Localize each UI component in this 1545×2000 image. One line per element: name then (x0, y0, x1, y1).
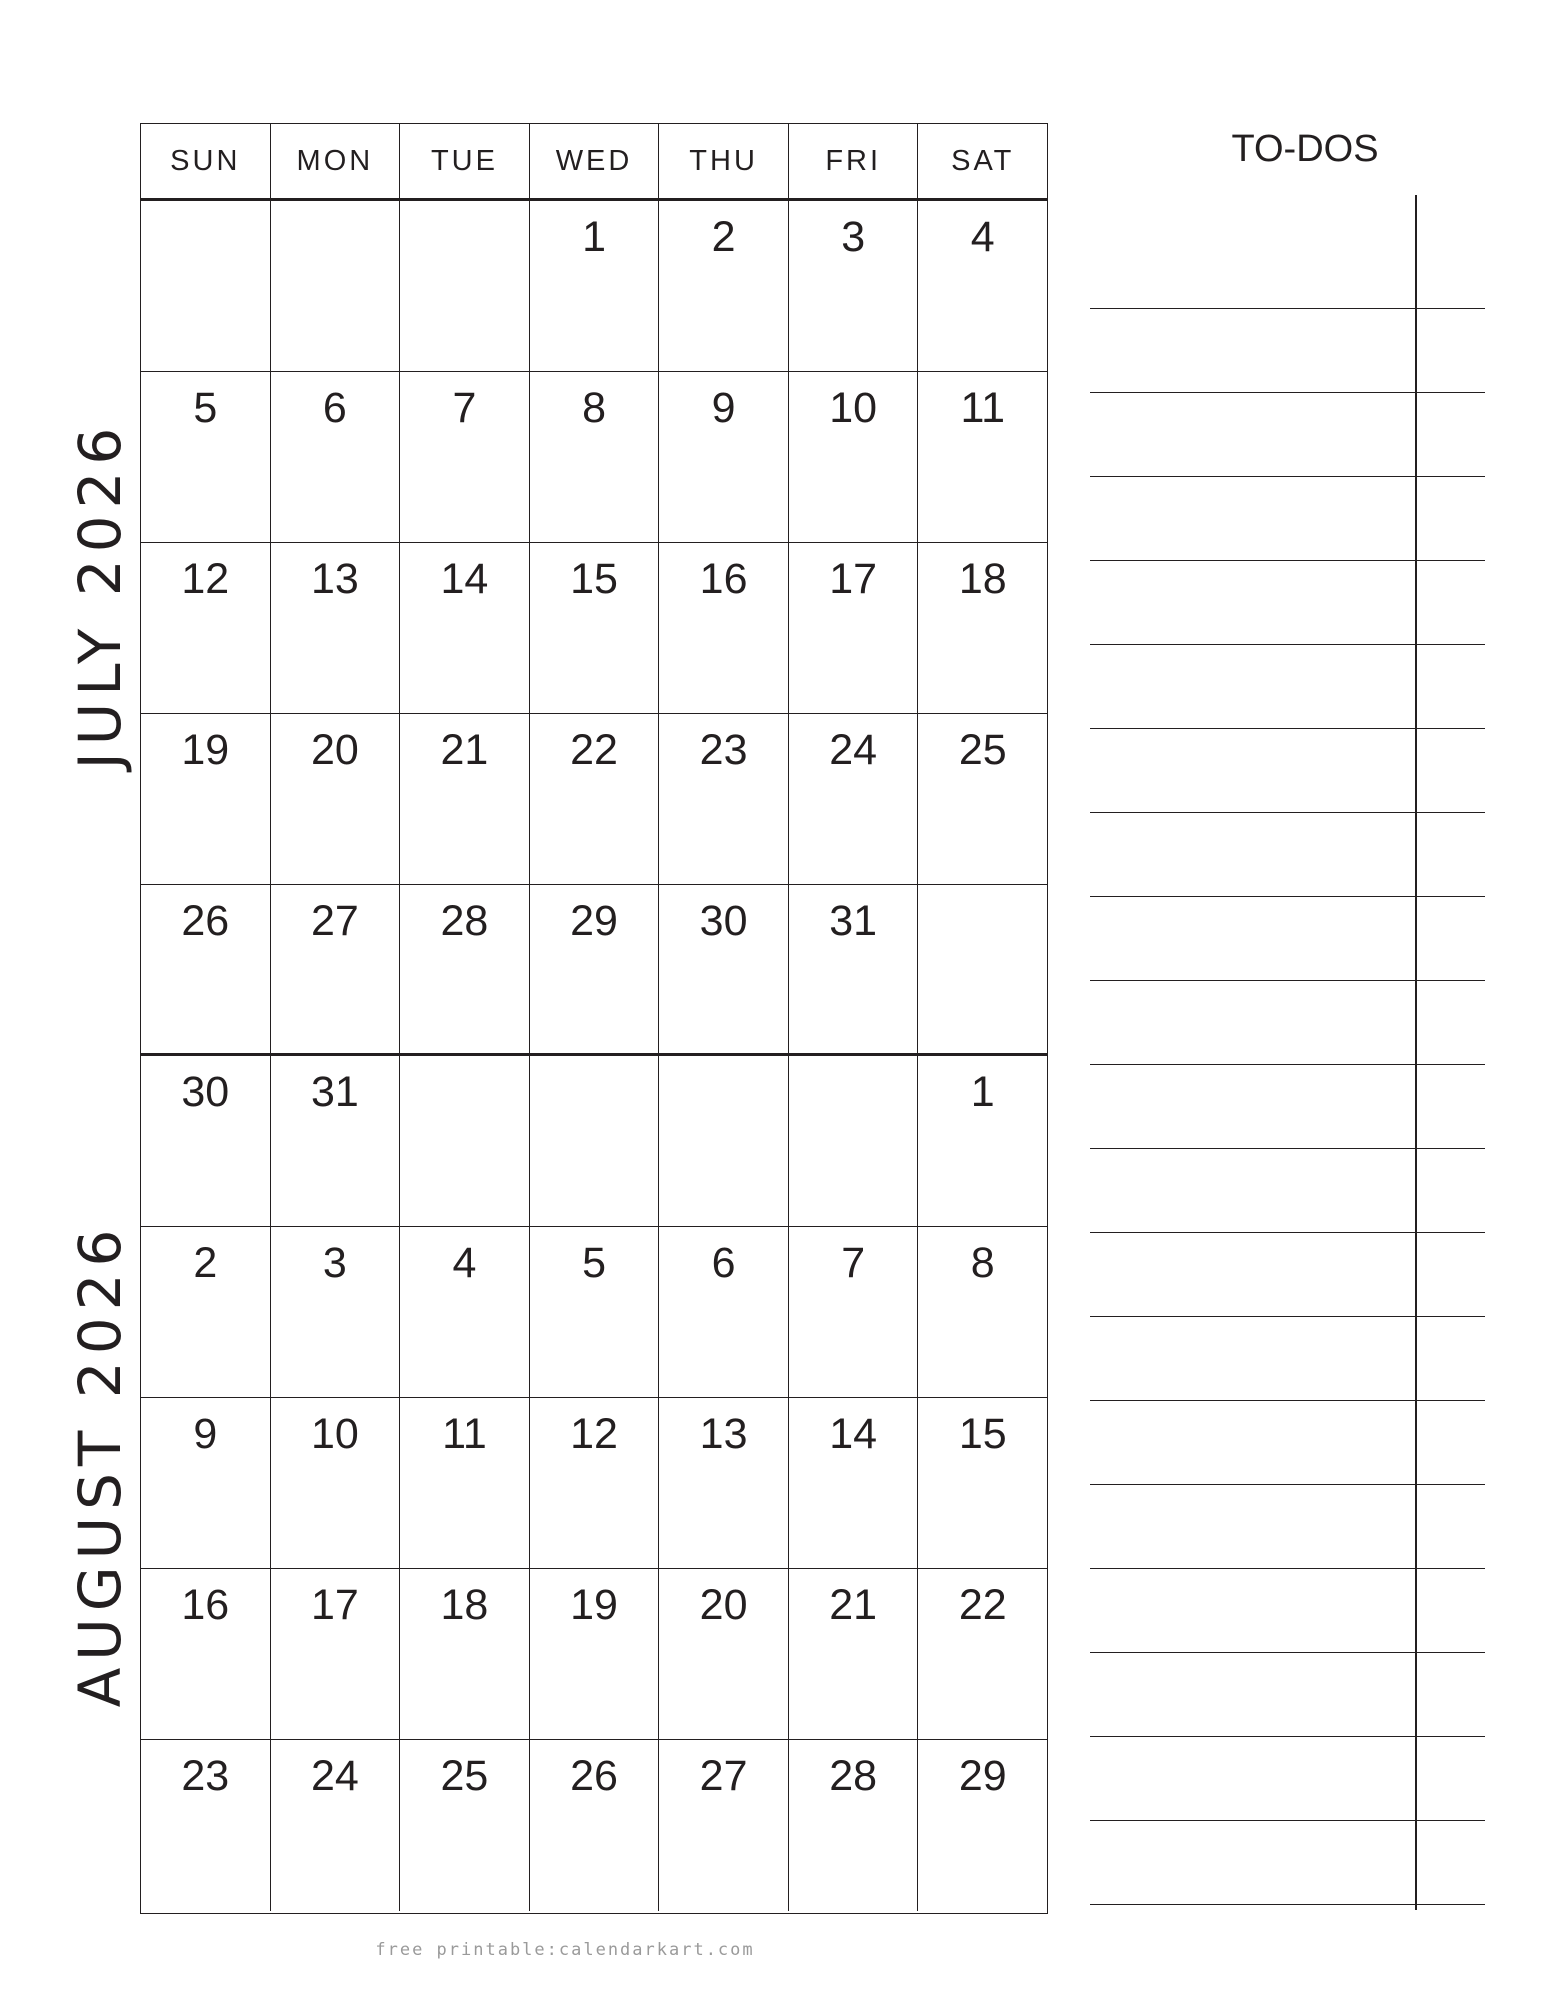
day-cell[interactable] (271, 885, 401, 1056)
week-row (141, 543, 1047, 714)
day-number: 30 (181, 1068, 230, 1116)
day-number: 25 (958, 726, 1007, 774)
week-row (141, 885, 1047, 1056)
day-cell[interactable] (659, 1740, 789, 1911)
day-cell[interactable] (400, 372, 530, 543)
day-cell[interactable] (400, 1227, 530, 1398)
day-cell[interactable] (918, 1227, 1047, 1398)
day-number: 16 (181, 1581, 230, 1629)
day-cell[interactable] (271, 372, 401, 543)
day-number: 29 (570, 897, 618, 945)
calendar-grid (140, 123, 1048, 1914)
todo-line[interactable] (1090, 812, 1485, 813)
day-cell[interactable] (271, 1569, 401, 1740)
todo-line[interactable] (1090, 1400, 1485, 1401)
day-cell[interactable] (141, 885, 271, 1056)
todo-check-column-divider (1415, 195, 1417, 1910)
day-number: 27 (310, 897, 359, 945)
day-cell[interactable] (659, 372, 789, 543)
day-cell[interactable] (141, 714, 271, 885)
week-row (141, 1227, 1047, 1398)
day-number: 12 (181, 555, 230, 603)
day-cell[interactable] (659, 543, 789, 714)
day-cell[interactable] (141, 372, 271, 543)
day-number: 26 (181, 897, 230, 945)
day-cell[interactable] (271, 1740, 401, 1911)
day-cell[interactable] (530, 201, 660, 372)
day-cell[interactable] (789, 1398, 919, 1569)
day-number: 9 (711, 384, 736, 432)
day-cell[interactable] (918, 885, 1047, 1056)
day-cell[interactable] (400, 714, 530, 885)
day-cell[interactable] (400, 543, 530, 714)
day-cell[interactable] (918, 372, 1047, 543)
day-number: 15 (570, 555, 618, 603)
day-number: 7 (452, 384, 477, 432)
todo-line[interactable] (1090, 980, 1485, 981)
day-cell[interactable] (659, 714, 789, 885)
day-number: 26 (570, 1752, 618, 1800)
day-number: 8 (970, 1239, 995, 1287)
day-cell[interactable] (530, 885, 660, 1056)
day-number: 11 (960, 384, 1006, 432)
day-cell[interactable] (789, 1740, 919, 1911)
todo-line[interactable] (1090, 1064, 1485, 1065)
day-number: 24 (310, 1752, 359, 1800)
day-number: 28 (440, 897, 489, 945)
day-cell[interactable] (918, 714, 1047, 885)
day-number: 20 (310, 726, 359, 774)
day-number: 28 (829, 1752, 878, 1800)
day-number: 3 (841, 213, 866, 261)
day-number: 19 (181, 726, 230, 774)
day-cell[interactable] (271, 1398, 401, 1569)
todo-line[interactable] (1090, 728, 1485, 729)
day-cell[interactable] (659, 1569, 789, 1740)
todo-line[interactable] (1090, 1148, 1485, 1149)
todo-line[interactable] (1090, 1568, 1485, 1569)
day-number: 17 (310, 1581, 359, 1629)
day-cell[interactable] (530, 543, 660, 714)
day-number: 23 (181, 1752, 230, 1800)
day-cell[interactable] (918, 201, 1047, 372)
todos-title: TO-DOS (1231, 128, 1379, 170)
todo-line[interactable] (1090, 1904, 1485, 1905)
day-number: 14 (829, 1410, 878, 1458)
todo-line[interactable] (1090, 1652, 1485, 1653)
day-number: 4 (452, 1239, 477, 1287)
day-number: 2 (193, 1239, 218, 1287)
todo-line[interactable] (1090, 392, 1485, 393)
day-number: 29 (958, 1752, 1007, 1800)
day-number: 1 (970, 1068, 995, 1116)
day-cell[interactable] (659, 1398, 789, 1569)
day-cell[interactable] (918, 1569, 1047, 1740)
day-number: 19 (570, 1581, 618, 1629)
day-number: 16 (699, 555, 748, 603)
day-cell[interactable] (271, 1056, 401, 1227)
day-number: 7 (841, 1239, 866, 1287)
day-number: 12 (570, 1410, 618, 1458)
week-row (141, 201, 1047, 372)
todo-line[interactable] (1090, 1736, 1485, 1737)
week-row (141, 1056, 1047, 1227)
day-number: 21 (440, 726, 489, 774)
day-number: 17 (829, 555, 878, 603)
day-number: 21 (829, 1581, 878, 1629)
todo-line[interactable] (1090, 308, 1485, 309)
weekday-thu: THU (659, 124, 789, 198)
todo-line[interactable] (1090, 476, 1485, 477)
day-number: 14 (440, 555, 489, 603)
day-number: 22 (570, 726, 618, 774)
day-cell[interactable] (789, 1569, 919, 1740)
day-cell[interactable] (789, 885, 919, 1056)
day-number: 30 (699, 897, 748, 945)
day-cell[interactable] (400, 1056, 530, 1227)
day-number: 1 (582, 213, 606, 261)
weekday-header (141, 124, 1047, 201)
weekday-fri: FRI (789, 124, 919, 198)
todo-line[interactable] (1090, 1316, 1485, 1317)
day-cell[interactable] (400, 885, 530, 1056)
day-cell[interactable] (271, 1227, 401, 1398)
day-cell[interactable] (141, 1398, 271, 1569)
week-row (141, 372, 1047, 543)
weekday-sat: SAT (951, 144, 1015, 177)
day-number: 25 (440, 1752, 489, 1800)
month-label-august: AUGUST 2026 (66, 1222, 134, 1708)
day-number: 10 (829, 384, 878, 432)
todo-line[interactable] (1090, 1820, 1485, 1821)
day-number: 20 (699, 1581, 748, 1629)
day-number: 8 (582, 384, 606, 432)
day-cell[interactable] (271, 543, 401, 714)
day-cell[interactable] (789, 714, 919, 885)
day-number: 11 (442, 1410, 487, 1458)
day-cell[interactable] (659, 885, 789, 1056)
day-number: 23 (699, 726, 748, 774)
day-cell[interactable] (530, 1740, 660, 1911)
todo-line[interactable] (1090, 1484, 1485, 1485)
day-number: 6 (711, 1239, 736, 1287)
day-cell[interactable] (918, 1740, 1047, 1911)
day-number: 13 (699, 1410, 748, 1458)
week-row (141, 1398, 1047, 1569)
day-number: 27 (699, 1752, 748, 1800)
day-cell[interactable] (789, 543, 919, 714)
todo-line[interactable] (1090, 560, 1485, 561)
day-cell[interactable] (789, 1056, 919, 1227)
footer-credit: free printable:calendarkart.com (375, 1940, 755, 1960)
day-cell[interactable] (141, 1056, 271, 1227)
day-number: 15 (958, 1410, 1007, 1458)
day-cell[interactable] (918, 1398, 1047, 1569)
day-number: 13 (310, 555, 359, 603)
month-label-july: JULY 2026 (66, 420, 134, 770)
day-number: 5 (193, 384, 218, 432)
day-number: 31 (829, 897, 878, 945)
day-cell[interactable] (530, 1569, 660, 1740)
todo-line[interactable] (1090, 896, 1485, 897)
day-cell[interactable] (271, 714, 401, 885)
day-number: 10 (310, 1410, 359, 1458)
day-cell[interactable] (789, 201, 919, 372)
day-number: 3 (322, 1239, 347, 1287)
day-cell[interactable] (659, 1227, 789, 1398)
week-row (141, 1740, 1047, 1911)
day-number: 9 (193, 1410, 218, 1458)
day-cell[interactable] (400, 1740, 530, 1911)
day-number: 18 (958, 555, 1007, 603)
day-number: 24 (829, 726, 878, 774)
day-number: 22 (958, 1581, 1007, 1629)
day-number: 6 (322, 384, 347, 432)
week-row (141, 1569, 1047, 1740)
day-cell[interactable] (530, 1398, 660, 1569)
todo-line[interactable] (1090, 1232, 1485, 1233)
day-cell[interactable] (659, 201, 789, 372)
day-cell[interactable] (918, 1056, 1047, 1227)
todo-line[interactable] (1090, 644, 1485, 645)
day-cell[interactable] (530, 714, 660, 885)
day-cell[interactable] (918, 543, 1047, 714)
day-cell[interactable] (789, 1227, 919, 1398)
day-number: 18 (440, 1581, 489, 1629)
day-number: 4 (970, 213, 995, 261)
day-cell[interactable] (141, 1227, 271, 1398)
day-cell[interactable] (659, 1056, 789, 1227)
weekday-sun: SUN (141, 124, 271, 198)
day-cell[interactable] (400, 1398, 530, 1569)
day-cell[interactable] (400, 1569, 530, 1740)
day-cell[interactable] (400, 201, 530, 372)
week-row (141, 714, 1047, 885)
weekday-wed: WED (530, 124, 660, 198)
day-cell[interactable] (271, 201, 401, 372)
weekday-mon: MON (271, 124, 401, 198)
day-cell[interactable] (530, 1056, 660, 1227)
day-cell[interactable] (141, 1569, 271, 1740)
weekday-tue: TUE (400, 124, 530, 198)
day-cell[interactable] (141, 1740, 271, 1911)
day-cell[interactable] (141, 201, 271, 372)
day-cell[interactable] (530, 372, 660, 543)
day-cell[interactable] (530, 1227, 660, 1398)
day-number: 2 (711, 213, 736, 261)
day-number: 31 (310, 1068, 359, 1116)
day-cell[interactable] (789, 372, 919, 543)
day-cell[interactable] (141, 543, 271, 714)
day-number: 5 (582, 1239, 606, 1287)
